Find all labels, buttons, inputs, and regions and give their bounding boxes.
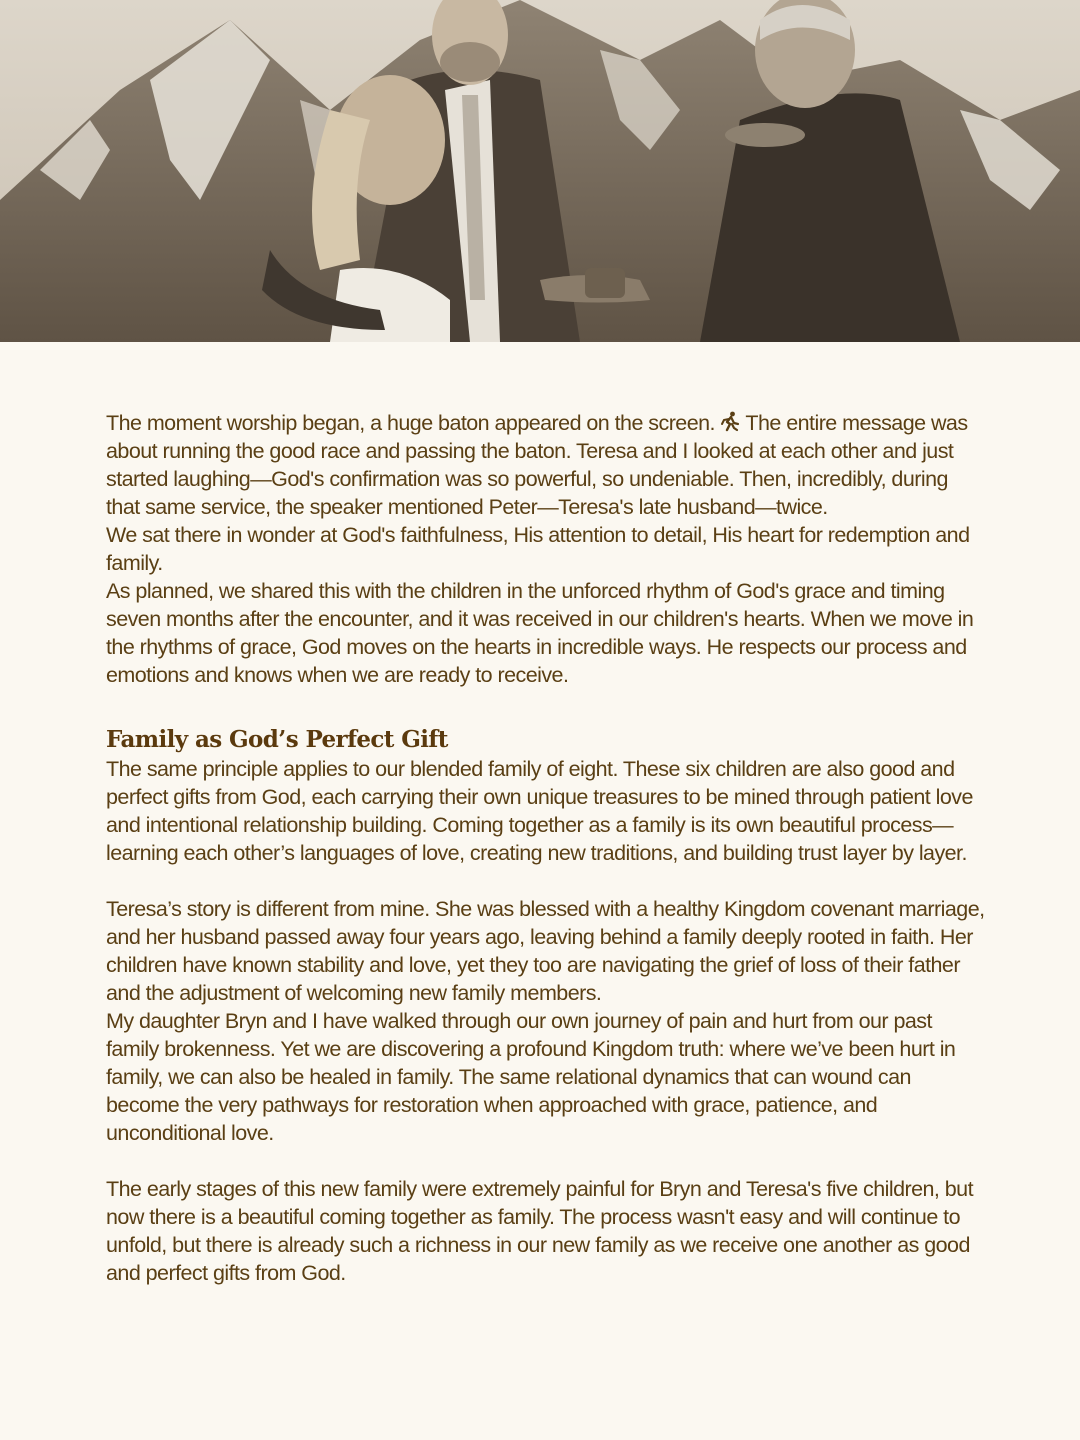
story-paragraph-3: As planned, we shared this with the children in the unforced rhythm of God's grace and timing seven months after the encounter, and it was received in our children's hearts. When we move in the rhythms of grace, God moves on the hearts in incredible ways. He respects our process and emotions and knows when we are ready to receive. xyxy=(106,579,974,687)
spacer xyxy=(106,1147,986,1175)
story-paragraph-2: We sat there in wonder at God's faithfulness, His attention to detail, His heart for redemption and family. xyxy=(106,523,970,575)
section-heading: Family as God’s Perfect Gift xyxy=(106,726,448,753)
section-paragraph-4: The early stages of this new family were extremely painful for Bryn and Teresa's five children, but now there is a beautiful coming together as family. The process wasn't easy and will continue to unfold, but there is already such a richness in our new family as we receive one another as good and perfect gifts from God. xyxy=(106,1177,974,1285)
section-paragraph-1: The same principle applies to our blended family of eight. These six children are also good and perfect gifts from God, each carrying their own unique treasures to be mined through patient love and intentional relationship building. Coming together as a family is its own beautiful process—learning each other’s languages of love, creating new traditions, and building trust layer by layer. xyxy=(106,757,973,865)
section-paragraph-2: Teresa’s story is different from mine. She was blessed with a healthy Kingdom covenant marriage, and her husband passed away four years ago, leaving behind a family deeply rooted in faith. Her children have known stability and love, yet they too are navigating the grief of loss of their father and the adjustment of welcoming new family members. xyxy=(106,897,985,1005)
spacer xyxy=(106,867,986,895)
story-paragraph-1: The moment worship began, a huge baton appeared on the screen. The entire message was about running the good race and passing the baton. Teresa and I looked at each other and just started laughing—God's confirmation was so powerful, so undeniable. Then, incredibly, during that same service, the speaker mentioned Peter—Teresa's late husband—twice. xyxy=(106,411,968,519)
section-paragraph-3: My daughter Bryn and I have walked through our own journey of pain and hurt from our past family brokenness. Yet we are discovering a profound Kingdom truth: where we’ve been hurt in family, we can also be healed in family. The same relational dynamics that can wound can become the very pathways for restoration when approached with grace, patience, and unconditional love. xyxy=(106,1009,956,1145)
spacer xyxy=(106,689,986,725)
article-body xyxy=(106,409,986,1287)
running-person-icon xyxy=(720,411,740,433)
hero-photo xyxy=(0,0,1080,342)
wedding-photo-image xyxy=(0,0,1080,342)
